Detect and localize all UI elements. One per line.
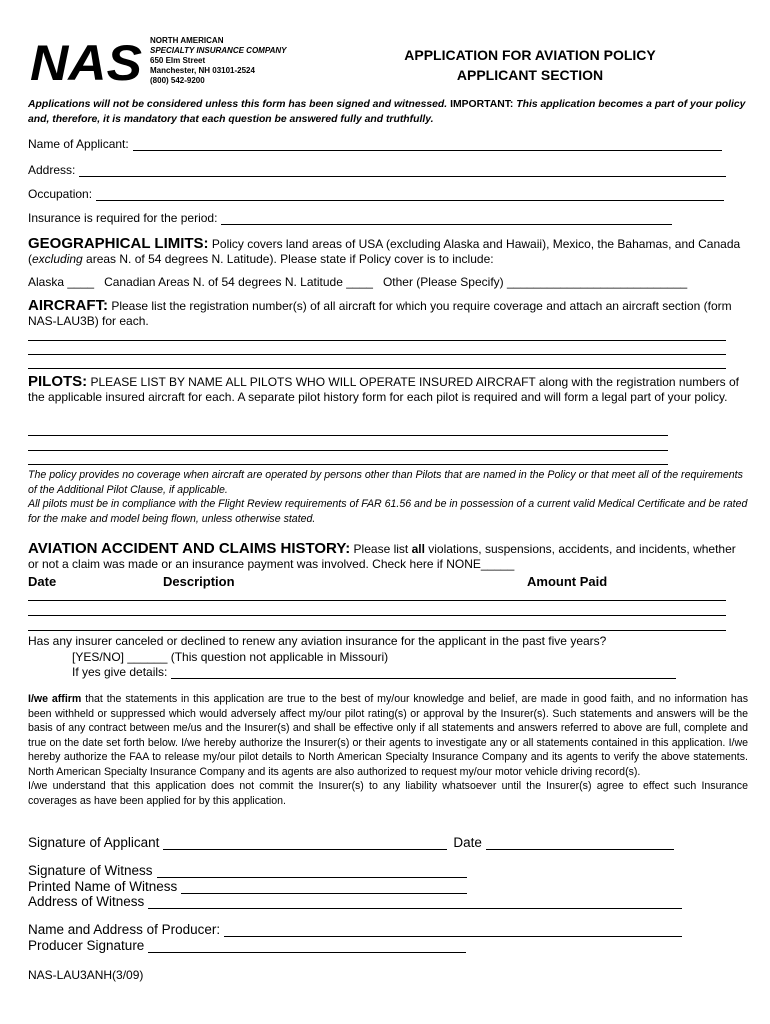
geo-text2: areas N. of 54 degrees N. Latitude). Please state if Policy cover is to include:	[82, 252, 494, 266]
company-block	[150, 36, 286, 86]
company-line1: NORTH AMERICAN	[150, 36, 224, 45]
history-text2: violations, suspensions, accidents, and incidents, whether or not a claim was made or an insurance payment was involved. Check here if NONE_____	[28, 542, 736, 571]
producer-name-label: Name and Address of Producer:	[28, 922, 221, 937]
history-heading: AVIATION ACCIDENT AND CLAIMS HISTORY:	[28, 540, 351, 557]
printed-name	[28, 879, 467, 894]
history-line-3[interactable]	[28, 630, 726, 631]
pilots-line-2[interactable]	[28, 450, 668, 451]
details-field	[72, 665, 676, 679]
company-street: 650 Elm Street	[150, 56, 206, 65]
affirm-para2: I/we understand that this application does not commit the Insurer(s) to any liability whatsoever until the Insurer(s) agree to effect such Insurance coverages as have been applied for by this application.	[28, 780, 748, 807]
address-field	[28, 163, 726, 177]
pilots-note2: All pilots must be in compliance with the Flight Review requirements of FAR 61.56 and be in possession of a current valid Medical Certificate and be rated for the make and model being flown, unless otherwise stated.	[28, 498, 748, 525]
applicant-sig-input[interactable]	[163, 837, 447, 850]
date-label: Date	[453, 835, 482, 850]
logo-text: NAS	[30, 36, 142, 84]
details-input[interactable]	[171, 667, 676, 679]
date-input[interactable]	[486, 837, 674, 850]
company-line2: SPECIALTY INSURANCE COMPANY	[150, 46, 287, 55]
occupation-field	[28, 187, 724, 201]
history-line-1[interactable]	[28, 600, 726, 601]
canadian-option[interactable]: Canadian Areas N. of 54 degrees N. Latitude ____	[104, 275, 373, 289]
alaska-option[interactable]: Alaska ____	[28, 275, 95, 289]
insurer-yesno[interactable]: [YES/NO] ______ (This question not applicable in Missouri)	[72, 650, 389, 664]
nas-logo	[30, 36, 142, 84]
company-phone: (800) 542-9200	[150, 76, 205, 85]
geo-heading: GEOGRAPHICAL LIMITS:	[28, 235, 209, 252]
pilots-heading: PILOTS:	[28, 373, 88, 390]
aircraft-line-1[interactable]	[28, 340, 726, 341]
col-description: Description	[163, 574, 235, 589]
history-text1: Please list	[350, 542, 412, 556]
period-input[interactable]	[221, 213, 672, 225]
history-line-2[interactable]	[28, 615, 726, 616]
title-line2: APPLICANT SECTION	[456, 67, 604, 83]
address-input[interactable]	[79, 165, 726, 177]
pilots-line-3[interactable]	[28, 464, 668, 465]
address-label: Address:	[28, 163, 76, 177]
form-title	[380, 45, 680, 85]
aircraft-line-3[interactable]	[28, 368, 726, 369]
aircraft-line-2[interactable]	[28, 354, 726, 355]
producer-sig-label: Producer Signature	[28, 938, 145, 953]
notice-part2: This application becomes a part of your policy and, therefore, it is mandatory that each question be answered fully and truthfully.	[28, 99, 746, 125]
affirm-lead: I/we affirm	[28, 693, 82, 705]
witness-address-input[interactable]	[148, 896, 682, 909]
applicant-signature	[28, 835, 674, 850]
name-field	[28, 137, 722, 151]
witness-address	[28, 894, 682, 909]
producer-name	[28, 922, 682, 937]
geo-section	[28, 236, 748, 267]
witness-sig-label: Signature of Witness	[28, 863, 153, 878]
name-label: Name of Applicant:	[28, 137, 129, 151]
applicant-sig-label: Signature of Applicant	[28, 835, 160, 850]
period-field	[28, 211, 672, 225]
pilots-text: PLEASE LIST BY NAME ALL PILOTS WHO WILL OPERATE INSURED AIRCRAFT along with the registration numbers of the applicable insured aircraft for each. A separate pilot history form for each pilot is required and will form a legal part of your policy.	[28, 375, 739, 404]
aircraft-section	[28, 298, 748, 329]
notice-important: IMPORTANT:	[450, 99, 514, 110]
name-input[interactable]	[133, 139, 722, 151]
pilots-section	[28, 374, 748, 405]
other-option[interactable]: Other (Please Specify) ___________________________	[382, 275, 688, 289]
affirm-text1: that the statements in this application are true to the best of my/our knowledge and belief, are made in good faith, and no information has been withheld or suppressed which would adversely affect my/our pilot rating(s) or approval by the Insurer(s). Such statements and answers will be the basis of any contract between me/us and the Insurer(s) and shall be effective only if all statements and answers referred to above are full, complete and true on the date set forth below. I/we hereby authorize the Insurer(s) or their agents to investigate any or all statements contained in this application. I/we hereby authorize the FAA to release my/our pilot details to North American Specialty Insurance Company and its agents to verify the above statements. North American Specialty Insurance Company and its agents are also authorized to request my/our motor vehicle driving record(s).	[28, 693, 748, 778]
notice-part1: Applications will not be considered unless this form has been signed and witnessed.	[28, 99, 451, 110]
notice	[28, 97, 748, 127]
witness-sig-input[interactable]	[157, 865, 467, 878]
affirmation	[28, 692, 748, 808]
witness-address-label: Address of Witness	[28, 894, 145, 909]
period-label: Insurance is required for the period:	[28, 211, 218, 225]
aircraft-text: Please list the registration number(s) of all aircraft for which you require coverage and attach an aircraft section (form NAS-LAU3B) for each.	[28, 299, 732, 328]
pilots-notes	[28, 468, 748, 526]
col-date: Date	[28, 574, 57, 589]
aircraft-heading: AIRCRAFT:	[28, 297, 108, 314]
producer-name-input[interactable]	[224, 924, 682, 937]
details-label: If yes give details:	[72, 665, 168, 679]
producer-signature	[28, 938, 466, 953]
history-section	[28, 541, 748, 572]
title-line1: APPLICATION FOR AVIATION POLICY	[404, 47, 656, 63]
form-number: NAS-LAU3ANH(3/09)	[28, 968, 144, 982]
geo-options	[28, 275, 748, 290]
col-amount: Amount Paid	[527, 574, 608, 589]
history-all: all	[411, 542, 425, 556]
geo-text1: Policy covers land areas of USA (excluding Alaska and Hawaii), Mexico, the Bahamas, and Canada (	[28, 237, 741, 266]
pilots-line-1[interactable]	[28, 435, 668, 436]
producer-sig-input[interactable]	[148, 940, 466, 953]
pilots-note1: The policy provides no coverage when aircraft are operated by persons other than Pilots that are named in the Policy or that meet all of the requirements of the Additional Pilot Clause, if applicable.	[28, 469, 743, 496]
occupation-input[interactable]	[96, 189, 724, 201]
occupation-label: Occupation:	[28, 187, 93, 201]
geo-excluding: excluding	[32, 252, 83, 266]
insurer-question: Has any insurer canceled or declined to renew any aviation insurance for the applicant in the past five years?	[28, 634, 607, 648]
printed-name-label: Printed Name of Witness	[28, 879, 178, 894]
printed-name-input[interactable]	[181, 881, 467, 894]
affirm-para1	[28, 692, 748, 779]
company-city: Manchester, NH 03101-2524	[150, 66, 255, 75]
witness-signature	[28, 863, 467, 878]
